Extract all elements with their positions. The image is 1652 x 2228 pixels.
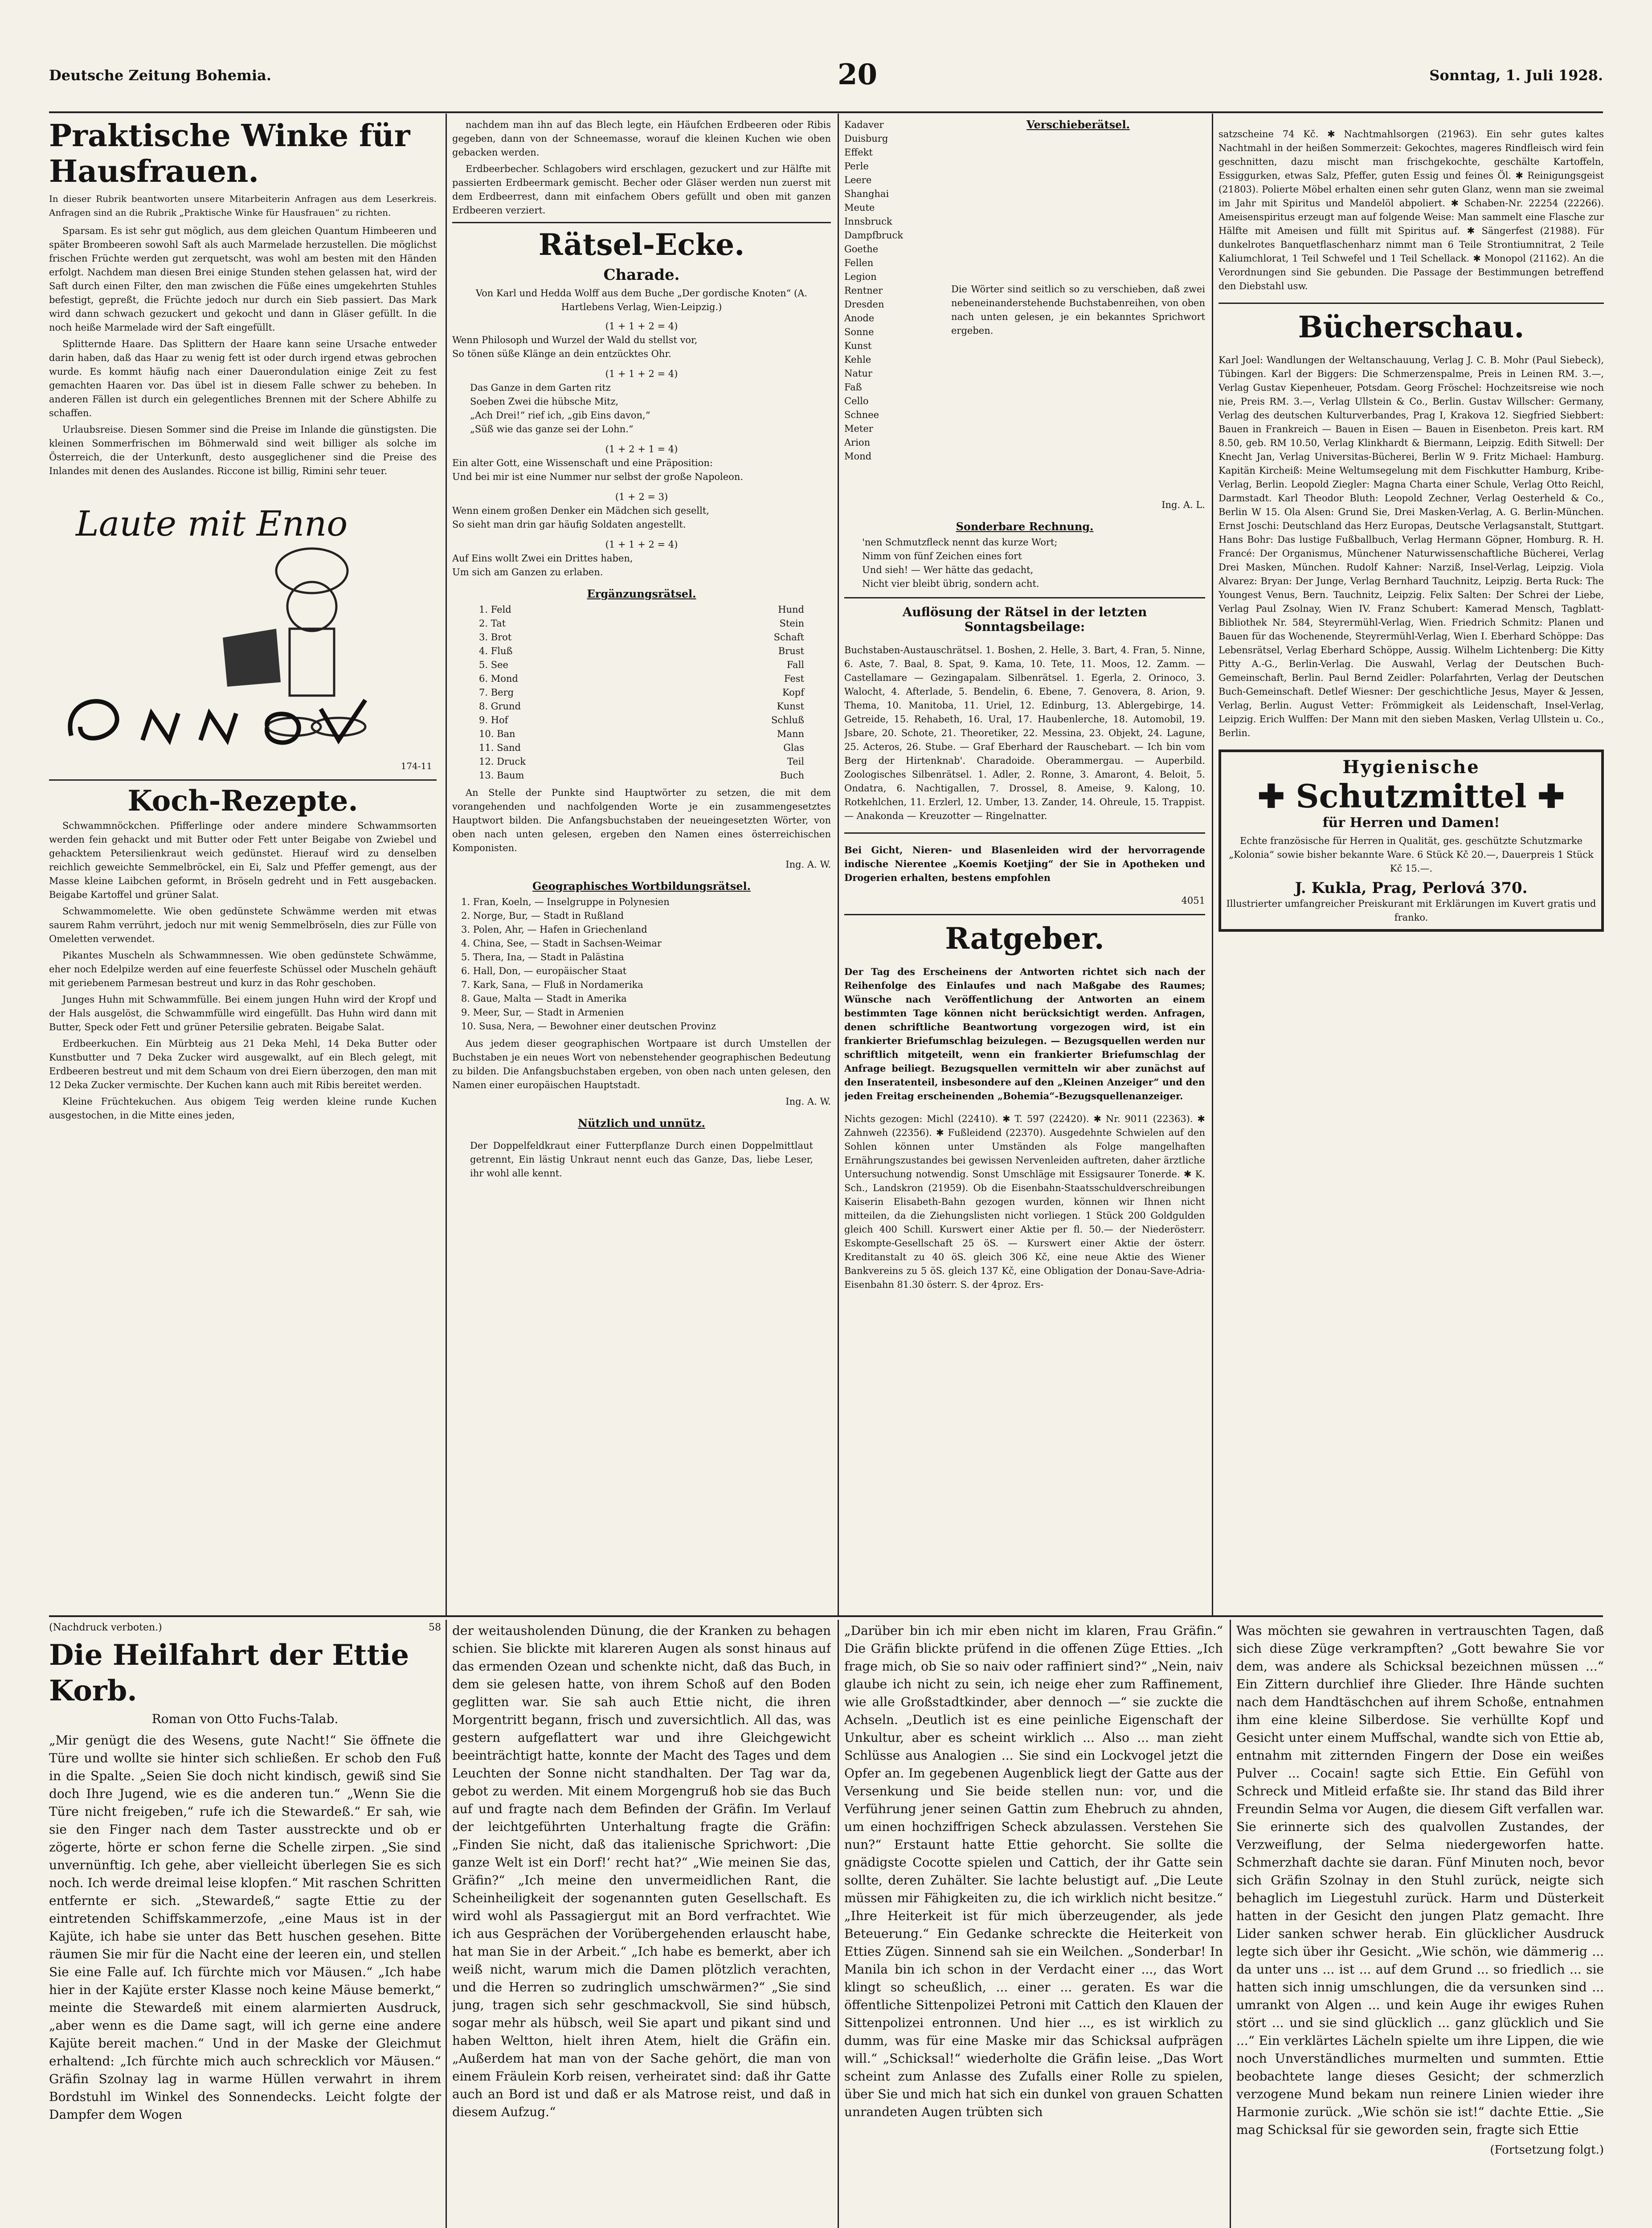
section-title: Ratgeber. [945, 921, 1104, 956]
puzzle-word-right: Buch [780, 770, 804, 781]
puzzle-word: Cello [844, 396, 869, 406]
puzzle-word: Meute [844, 202, 875, 213]
puzzle-word-left: 6. Mond [479, 673, 518, 684]
puzzle-title: Geographisches Wortbildungsrätsel. [532, 880, 751, 893]
section-rule [844, 914, 1205, 915]
puzzle-word-left: 3. Brot [479, 632, 512, 643]
novel-text: der weitausholenden Dünung, die der Kranken zu behagen schien. Sie blickte mit klareren Augen als sonst hinaus auf das ermenden Ozean und schenkte nicht, daß das Buch, in dem sie gelesen hatte, von ihrem Schoß auf den Boden geglitten war. Sie sah auch Ettie nicht, die ihren Morgentritt begann, frisch und zuversichtlich. All das, was gestern aufgeflattert war und ihre Gleichgewicht beeinträchtigt hatte, konnte der Macht des Tages und dem Leuchten der Sonne nicht standhalten. Der Tag war da, gebot zu werden. Mit einem Morgengruß hob sie das Buch auf und fragte nach dem Befinden der Gräfin. Im Verlauf der leichtgeführten Unterhaltung fragte die Gräfin: „Finden Sie nicht, daß das italienische Sprichwort: ‚Die ganze Welt ist ein Dorf!‘ recht hat?“ „Wie meinen Sie das, Gräfin?“ „Ich meine den unvermeidlichen Rant, die Scheinheiligkeit der sogenannten guten Gesellschaft. Es wird wohl als Passagiergut mit an Bord verfrachtet. Wie ich aus Gesprächen der Vorübergehenden erlauscht habe, hat man Sie in der Arbeit.“ „Ich habe es bemerkt, aber ich weiß nicht, warum mich die Damen plötzlich verachten, und die Herren so zudringlich umschwärmen?“ „Sie sind jung, tragen sich sehr geschmackvoll, Sie sind hübsch, sogar mehr als hübsch, weil Sie apart und pikant sind und haben Weltton, hielt ihren Atem, hielt die Gräfin ein. „Außerdem hat man von der Sache gehört, die man von einem Fräulein Korb reisen, verheiratet sind: daß ihr Gatte auch an Bord ist und daß er als Matrose reist, und daß in diesem Aufzug.“ [452, 1623, 831, 2119]
word-list [844, 118, 942, 512]
paragraph: Splitternde Haare. Das Splittern der Haare kann seine Ursache entweder darin haben, daß das Haar zu wenig fett ist oder durch irgend etwas gebrochen wurde. Es kommt häufig nach einer Dauerondulation einige Zeit zu fest gemachten Haaren vor. Das übel ist in diesem Falle schwer zu beheben. In anderen Fällen ist durch ein gelegentliches Brennen mit der Schere Abhilfe zu schaffen. [49, 339, 437, 418]
advertisement-schutzmittel [1219, 749, 1604, 932]
geo-puzzle-item: 9. Meer, Sur, — Stadt in Armenien [461, 1007, 624, 1018]
riddle-line: Und sieh! — Wer hätte das gedacht, [862, 565, 1034, 575]
puzzle-word-left: 2. Tat [479, 618, 506, 629]
column-divider [1230, 1620, 1231, 2228]
puzzle-word-right: Schaft [773, 632, 804, 643]
novel-text: „Mir genügt die des Wesens, gute Nacht!“ Sie öffnete die Türe und wollte sie hinter sich schließen. Er schob den Fuß in die Spalte. „Seien Sie doch nicht kindisch, gewiß sind Sie doch Ihre Jugend, wie es die anderen tun.“ „Wenn Sie die Türe nicht freigeben,“ rufe ich die Stewardeß.“ Er sah, wie sie den Finger nach dem Taster ausstreckte und ob er zögerte, hörte er schon ferne die Schelle zirpen. „Sie sind unvernünftig. Ich gehe, aber vielleicht überlegen Sie es sich noch. Ich werde dreimal leise klopfen.“ Mit raschen Schritten entfernte er sich. „Stewardeß,“ sagte Ettie zu der eintretenden Schiffskammerzofe, „eine Maus ist in der Kajüte, ich habe sie unter das Bett huschen gesehen. Bitte räumen Sie mir für die Nacht eine der leeren ein, und stellen Sie eine Falle auf. Ich fürchte mich vor Mäusen.“ „Ich habe hier in der Kajüte erster Klasse noch keine Mäuse bemerkt,“ meinte die Stewardeß mit einem alarmierten Ausdruck, „aber wenn es die Dame sagt, will ich gerne eine andere Kajüte bereit machen.“ Und in der Maske der Gleichmut erhaltend: „Ich fürchte mich auch schrecklich vor Mäusen.“ Gräfin Szolnay lag in warme Hüllen verwahrt in ihrem Bordstuhl im Winkel des Sonnendecks. Leicht folgte der Dampfer dem Wogen [49, 1733, 441, 2122]
puzzle-word-right: Kopf [782, 687, 804, 698]
puzzle-word-left: 12. Druck [479, 756, 526, 767]
puzzle-word: Mond [844, 451, 872, 462]
puzzle-source: Von Karl und Hedda Wolff aus dem Buche „Der gordische Knoten“ (A. Hartlebens Verlag, Wien-Leipzig.) [475, 288, 808, 312]
solutions-title: Auflösung der Rätsel in der letzten Sonntagsbeilage: [902, 605, 1147, 634]
column-books [1219, 118, 1604, 1611]
puzzle-title: Ergänzungsrätsel. [587, 587, 696, 600]
verse-line: Soeben Zwei die hübsche Mitz, [470, 396, 619, 407]
advisor-answers: Nichts gezogen: Michl (22410). ✱ T. 597 (22420). ✱ Nr. 9011 (22363). ✱ Zahnweh (22356). ✱ Fußleidend (22370). Ausgedehnte Schwielen auf den Sohlen können unter Umständen als Folge mangelhaften Ernährungszustandes bei gewissen Nervenleiden auftreten, daher ärztliche Untersuchung notwendig. Sonst Umschläge mit Essigsaurer Tonerde. ✱ K. Sch., Landskron (21959). Ob die Eisenbahn-Staatsschuldverschreibungen Kaiserin Elisabeth-Bahn gezogen wurden, können wir Ihnen nicht mitteilen, da die Ziehungslisten nicht vorliegen. 1 Stück 200 Goldgulden gleich 400 Schill. Kurswert einer Aktie per fl. 50.— der Niederösterr. Eskompte-Gesellschaft 25 öS. — Kurswert einer Aktie der österr. Kreditanstalt zu 40 öS. gleich 306 Kč, eine neue Aktie des Wiener Bankvereins zu 5 öS. gleich 137 Kč, eine Obligation der Donau-Save-Adria-Eisenbahn 81.30 österr. S. der 4proz. Ers- [844, 1114, 1205, 1290]
puzzle-word-left: 5. See [479, 659, 508, 670]
section-rule [1219, 303, 1604, 304]
puzzle-word: Legion [844, 271, 877, 282]
puzzle-word: Effekt [844, 147, 873, 158]
recipe: Schwammomelette. Wie oben gedünstete Schwämme werden mit etwas saurem Rahm verrührt, jedoch nur mit wenig Semmelbröseln, dies zur Fülle von Omeletten verwendet. [49, 906, 437, 944]
puzzle-word-right: Stein [779, 618, 804, 629]
puzzle-word-left: 10. Ban [479, 729, 515, 739]
column-divider [838, 1620, 839, 2228]
puzzle-title: Sonderbare Rechnung. [956, 520, 1094, 533]
installment-number: 58 [429, 1622, 441, 1633]
puzzle-word: Rentner [844, 285, 883, 296]
verschiebe-puzzle [844, 118, 1205, 512]
riddle-line: Nimm von fünf Zeichen eines fort [862, 551, 1022, 561]
puzzle-title: Charade. [603, 266, 680, 284]
novel-col-1 [49, 1622, 441, 2228]
section-rule [844, 597, 1205, 598]
verse-line: Ein alter Gott, eine Wissenschaft und eine Präposition: [452, 458, 713, 468]
puzzle-title: Verschieberätsel. [1026, 118, 1130, 131]
recipe: Schwammnöckchen. Pfifferlinge oder andere mindere Schwammsorten werden fein gehackt und mit Butter oder Fett unter Beigabe von Zwiebel und gehacktem Petersilienkraut weich gedünstet. Hierauf wird zu denselben reichlich geweichte Semmelbröckel, ein Ei, Salz und Pfeffer gemengt, aus der Masse kleine Laibchen geformt, in Bröseln gedreht und in Fett ausgebacken. Beigabe Kartoffel und grüner Salat. [49, 820, 437, 900]
puzzle-word-right: Teil [787, 756, 804, 767]
verse-line: Um sich am Ganzen zu erlaben. [452, 567, 603, 577]
puzzle-left-words [479, 603, 526, 782]
puzzle-signature: Ing. A. W. [785, 859, 831, 870]
puzzle-instructions: Aus jedem dieser geographischen Wortpaare ist durch Umstellen der Buchstaben je ein neues Wort von nebenstehender geographischen Bedeutung zu bilden. Die Anfangsbuchstaben ergeben, von oben nach unten gelesen, den Namen einer europäischen Hauptstadt. [452, 1038, 831, 1090]
puzzle-word: Sonne [844, 327, 874, 337]
ad-subtitle: für Herren und Damen! [1322, 815, 1500, 831]
geo-puzzle-item: 6. Hall, Don, — europäischer Staat [461, 966, 627, 976]
section-title: Koch-Rezepte. [127, 784, 358, 818]
formula: (1 + 2 = 3) [615, 491, 668, 502]
ad-code: 4051 [1181, 895, 1205, 906]
novel-author: Roman von Otto Fuchs-Talab. [151, 1712, 339, 1726]
puzzle-word: Faß [844, 382, 862, 393]
column-housewife [49, 118, 437, 1611]
formula: (1 + 1 + 2 = 4) [605, 369, 678, 379]
column-divider [446, 114, 447, 1615]
puzzle-word: Duisburg [844, 133, 888, 144]
puzzle-word: Innsbruck [844, 216, 892, 227]
geo-puzzle-item: 7. Kark, Sana, — Fluß in Nordamerika [461, 979, 643, 990]
puzzle-word-left: 13. Baum [479, 770, 524, 781]
section-title: Rätsel-Ecke. [538, 227, 745, 262]
reprint-note: (Nachdruck verboten.) [49, 1622, 162, 1633]
puzzle-word-right: Mann [777, 729, 804, 739]
recipe: Pikantes Muscheln als Schwammnessen. Wie oben gedünstete Schwämme, eher noch Edelpilze werden auf eine feuerfeste Schüssel oder Muscheln gehäuft mit geriebenem Parmesan bestreut und kurz in das Rohr geschoben. [49, 950, 437, 988]
novel-col-2 [452, 1622, 831, 2228]
puzzle-signature: Ing. A. L. [1161, 500, 1205, 510]
book-list: Karl Joel: Wandlungen der Weltanschauung, Verlag J. C. B. Mohr (Paul Siebeck), Tübingen. Karl der Biggers: Die Schmerzenspalme, Preis in Leinen RM. 3.—, Verlag Gustav Kiepenheuer, Potsdam. Georg Fröschel: Hochzeitsreise wie noch nie, Preis RM. 3.—, Verlag Ullstein & Co., Berlin. Gustav Willscher: Germany, Verlag des deutschen Kulturverbandes, Prag I, Krakova 12. Siegfried Siebbert: Bauen in Frankreich — Bauen in Eisen — Bauen in Eisenbeton. Preis kart. RM 8.50, geb. RM 10.50, Verlag Klinkhardt & Biermann, Leipzig. Edith Sitwell: Der Knecht Jan, Verlag Universitas-Bücherei, Berlin W 9. Fritz Michael: Hamburg. Kapitän Kircheiß: Meine Weltumsegelung mit dem Fischkutter Hamburg, Kribe-Verlag, Berlin. Leopold Ziegler: Magna Charta einer Schule, Verlag Otto Reichl, Darmstadt. Karl Theodor Bluth: Leopold Zechner, Verlag Oesterheld & Co., Berlin W 15. Ola Alsen: Grund Sie, Drei Masken-Verlag, A. G. Berlin-München. Ernst Joschi: Deutschland das Herz Europas, Deutsche Verlagsanstalt, Stuttgart. Hans Bohr: Das lustige Fußballbuch, Verlag Hermann Göpner, Homburg. R. H. Francé: Der Organismus, Münchener Naturwissenschaftliche Bücherei, Verlag Drei Masken, München. Rudolf Kahner: Narziß, Insel-Verlag, Leipzig. Viola Alvarez: Bryan: Der Junge, Verlag Bernhard Tauchnitz, Leipzig. Berta Ruck: The Youngest Venus, Bern. Tauchnitz, Leipzig. Felix Salten: Der Schrei der Liebe, Verlag Paul Zsolnay, Wien IV. Franz Schubert: Kamerad Mensch, Tagblatt-Bibliothek Nr. 584, Steyrermühl-Verlag, Wien. Friedrich Schmitz: Planen und Bauen für das Wochenende, Steyrermühl-Verlag, Wien I. Eberhard Schöppe: Das Lebensrätsel, Verlag Eberhard Schöppe, Aussig. Wilhelm Lichtenberg: Die Kitty Pitty A.-G., Berlin-Verlag. Die Auswahl, Verlag der Deutschen Buch-Gemeinschaft, Berlin. Paul Bernd Zeidler: Polarfahrten, Verlag der Deutschen Buch-Gemeinschaft. Detlef Wiesner: Der geschichtliche Jesus, Mayer & Jessen, Verlag, Berlin. August Vetter: Frömmigkeit als Leidenschaft, Insel-Verlag, Leipzig. Erich Wulffen: Der Mann mit den sieben Masken, Verlag Ullstein u. Co., Berlin. [1219, 355, 1604, 738]
formula: (1 + 1 + 2 = 4) [605, 321, 678, 332]
verse-line: Wenn einem großen Denker ein Mädchen sich gesellt, [452, 505, 709, 516]
puzzle-word-left: 1. Feld [479, 604, 511, 615]
puzzle-word: Goethe [844, 244, 879, 254]
column-divider [1212, 114, 1213, 1615]
recipe: Erdbeerkuchen. Ein Mürbteig aus 21 Deka Mehl, 14 Deka Butter oder Kunstbutter und 7 Deka Zucker wird ausgewalkt, auf ein Blech gelegt, mit Erdbeeren bestreut und mit dem Schaum von drei Eiern überzogen, den man mit 12 Deka Zucker vermischte. Der Kuchen kann auch mit Ribis bereitet werden. [49, 1038, 437, 1090]
header-rule [49, 111, 1603, 113]
column-puzzles [452, 118, 831, 1611]
puzzle-word-right: Kunst [777, 701, 804, 712]
puzzle-word: Arion [844, 437, 871, 448]
riddle-line: 'nen Schmutzfleck nennt das kurze Wort; [862, 537, 1058, 548]
section-rule [49, 1615, 1603, 1617]
recipe: Junges Huhn mit Schwammfülle. Bei einem jungen Huhn wird der Kropf und der Hals ausgelöst, die Schwammfülle wird eingefüllt. Das Huhn wird dann mit Butter, Speck oder Fett und grüner Petersilie gebraten. Beigabe Salat. [49, 994, 437, 1032]
solutions-text: Buchstaben-Austauschrätsel. 1. Boshen, 2. Helle, 3. Bart, 4. Fran, 5. Ninne, 6. Aste, 7. Baal, 8. Spat, 9. Kama, 10. Tete, 11. Moos, 12. Zamm. — Castellamare — Gezingapalam. Silbenrätsel. 1. Egerla, 2. Orinoco, 3. Walocht, 4. Afterlade, 5. Bendelin, 6. Ebene, 7. Genovera, 8. Arion, 9. Thema, 10. Manitoba, 11. Uriel, 12. Edinburg, 13. Ablergebirge, 14. Getreide, 15. Rehabeth, 16. Ural, 17. Haubenlerche, 18. Automobil, 19. Jsbare, 20. Schote, 21. Theoretiker, 22. Messina, 23. Objekt, 24. Lagune, 25. Acteros, 26. Stube. — Graf Eberhard der Rauschebart. — Ich bin vom Berg der Hirtenknab'. Charadoide. Oberammergau. — Auperbild. Zoologisches Silbenrätsel. 1. Adler, 2. Ronne, 3. Amaront, 4. Beloit, 5. Ondatra, 6. Nachtigallen, 7. Drossel, 8. Ameise, 9. Kalong, 10. Rotkehlchen, 11. Erzlerl, 12. Umber, 13. Zander, 14. Ohreule, 15. Trappist. — Anakonda — Kreuzotter — Ringelnatter. [844, 645, 1205, 821]
paragraph: Erdbeerbecher. Schlagobers wird erschlagen, gezuckert und zur Hälfte mit passierten Erdbeermark gemischt. Becher oder Gläser werden nun zuerst mit dem Erdbeerrest, dann mit einfachem Obers gefüllt und oben mit ganzen Erdbeeren verziert. [452, 164, 831, 216]
paragraph: Urlaubsreise. Diesen Sommer sind die Preise im Inlande die günstigsten. Die kleinen Sommerfrischen im Böhmerwald sind weit billiger als solche im Österreich, die der Unterkunft, desto ausgeglichener sind die Preise des Inlandes mit denen des Auslandes. Riccone ist billig, Rimini sehr teuer. [49, 424, 437, 476]
puzzle-word: Kadaver [844, 119, 884, 130]
puzzle-instructions: Die Wörter sind seitlich so zu verschieben, daß zwei nebeneinanderstehende Buchstabenreihen, von oben nach unten gelesen, je ein bekanntes Sprichwort ergeben. [951, 284, 1205, 336]
verse-line: So tönen süße Klänge an dein entzücktes Ohr. [452, 348, 671, 359]
puzzle-word: Schnee [844, 410, 879, 420]
novel-col-3 [844, 1622, 1223, 2228]
puzzle-word: Perle [844, 161, 869, 172]
puzzle-word: Meter [844, 423, 873, 434]
puzzle-word-left: 4. Fluß [479, 646, 513, 656]
geo-puzzle-list [452, 895, 831, 1033]
verse-line: Auf Eins wollt Zwei ein Drittes haben, [452, 553, 633, 564]
completion-puzzle [452, 603, 831, 782]
ad-tea: Bei Gicht, Nieren- und Blasenleiden wird der hervorragende indische Nierentee „Koemis Koetjing“ der Sie in Apotheken und Drogerien erhalten, bestens empfohlen [844, 844, 1205, 883]
puzzle-signature: Ing. A. W. [785, 1096, 831, 1107]
puzzle-word-left: 8. Grund [479, 701, 521, 712]
verse-line: Das Ganze in dem Garten ritz [470, 382, 611, 393]
riddle-line: Nicht vier bleibt übrig, sondern acht. [862, 578, 1039, 589]
novel-text: „Darüber bin ich mir eben nicht im klaren, Frau Gräfin.“ Die Gräfin blickte prüfend in die offenen Züge Etties. „Ich frage mich, ob Sie so naiv oder raffiniert sind?“ „Nein, naiv glaube ich nicht zu sein, ich neige eher zum Raffinement, wie alle Großstadtkinder, aber dennoch —“ sie zuckte die Achseln. „Deutlich ist es eine peinliche Eigenschaft der Unkultur, aber es scheint wirklich ... Also ... man zieht Schlüsse aus Analogien ... Sie sind ein Lockvogel jetzt die Opfer an. Im gegebenen Augenblick liegt der Gatte aus der Versenkung und Sie beide stellen nun: vor, und die Verführung jener seinen Gattin zum Ehebruch zu ahnden, um einen hochziffrigen Scheck abzulassen. Verstehen Sie nun?“ Erstaunt hatte Ettie gehorcht. Sie sollte die gnädigste Cocotte spielen und Cattich, der ihr Gatte sein sollte, deren Zuhälter. Sie lachte belustigt auf. „Die Leute müssen mir Fähigkeiten zu, die ich wirklich nicht besitze.“ „Ihre Heiterkeit ist für mich überzeugender, als jede Beteuerung.“ Ein Gedanke schreckte die Heiterkeit von Etties Zügen. Sinnend sah sie ein Weilchen. „Sonderbar! In Manila bin ich schon in der Verdacht einer ..., das Wort klingt so scheußlich, ... einer ... geraten. Es war die öffentliche Sittenpolizei Petroni mit Cattich den Klauen der Sittenpolizei entronnen. Und hier ..., es ist wirklich zu dumm, was für eine Maske mir das Schicksal aufprägen will.“ „Schicksal!“ wiederholte die Gräfin leise. „Das Wort scheint zum Anlasse des Zufalls einer Rolle zu spielen, über Sie und mich hat sich ein dunkel von grauen Schatten unrandeten Augen trübten sich [844, 1623, 1223, 2119]
puzzle-title: Nützlich und unnütz. [578, 1117, 705, 1130]
section-rule [452, 222, 831, 223]
formula: (1 + 2 + 1 = 4) [605, 444, 678, 455]
puzzle-word-right: Schluß [771, 715, 804, 725]
intro-text: In dieser Rubrik beantworten unsere Mitarbeiterin Anfragen aus dem Leserkreis. Anfragen sind an die Rubrik „Praktische Winke für Hausfrauen“ zu richten. [49, 193, 437, 218]
ad-address: J. Kukla, Prag, Perlová 370. [1295, 879, 1528, 897]
column-verschiebe [844, 118, 1205, 1611]
geo-puzzle-item: 5. Thera, Ina, — Stadt in Palästina [461, 952, 624, 962]
geo-puzzle-item: 10. Susa, Nera, — Bewohner einer deutschen Provinz [461, 1021, 716, 1032]
advisor-answers-cont: satzscheine 74 Kč. ✱ Nachtmahlsorgen (21963). Ein sehr gutes kaltes Nachtmahl in der heißen Sommerzeit: Gekochtes, mageres Rindfleisch wird fein geschnitten, dazu mischt man frischgekochte, geschälte Kartoffeln, Essiggurken, etwas Salz, Pfeffer, guten Essig und feines Öl. ✱ Reinigungsgeist (21803). Polierte Möbel erhalten einen sehr guten Glanz, wenn man sie zweimal im Jahr mit Spiritus und Mandelöl abpoliert. ✱ Schaben-Nr. 22254 (22266). Ameisenspiritus erzeugt man auf folgende Weise: Man sammelt eine Flasche zur Hälfte mit Ameisen und füllt mit Spiritus auf. ✱ Sängerfest (21988). Für dunkelrotes Banquetflaschenharz nimmt man 6 Teile Strontiumnitrat, 2 Teile Kaliumchlorat, 1 Teil Schwefel und 1 Teil Schellack. ✱ Monopol (21162). An die Verordnungen sind Sie gebunden. Die Passage der Bestimmungen betreffend den Diebstahl usw. [1219, 129, 1604, 291]
page-header [49, 49, 1603, 98]
section-title: Praktische Winke für Hausfrauen. [49, 118, 410, 189]
geo-puzzle-item: 3. Polen, Ahr, — Hafen in Griechenland [461, 924, 647, 935]
recipe: Kleine Früchtekuchen. Aus obigem Teig werden kleine runde Kuchen ausgestochen, in die Mitte eines jeden, [49, 1096, 437, 1121]
ad-body: Echte französische für Herren in Qualität, ges. geschützte Schutzmarke „Kolonia“ sowie bisher bekannte Ware. 6 Stück Kč 20.—, Dauerpreis 1 Stück Kč 15.—. [1229, 836, 1594, 874]
puzzle-instructions: An Stelle der Punkte sind Hauptwörter zu setzen, die mit dem vorangehenden und nachfolgenden Worte je ein zusammengesetztes Hauptwort bilden. Die Anfangsbuchstaben der neueingesetzten Wörter, von oben nach unten gelesen, ergeben den Namen eines österreichischen Komponisten. [452, 787, 831, 853]
ad-headline: Hygienische [1342, 757, 1480, 778]
enno-logo [53, 673, 419, 762]
puzzle-word: Natur [844, 368, 872, 379]
puzzle-word-right: Fall [786, 659, 804, 670]
section-title: Bücherschau. [1298, 310, 1525, 344]
puzzle-word: Kunst [844, 340, 872, 351]
puzzle-word-left: 11. Sand [479, 742, 521, 753]
riddle-lines [844, 536, 1205, 591]
verse-line: Und bei mir ist eine Nummer nur selbst der große Napoleon. [452, 471, 744, 482]
advertisement-laute [49, 486, 437, 771]
paragraph: nachdem man ihn auf das Blech legte, ein Häufchen Erdbeeren oder Ribis gegeben, dann von der Schneemasse, worauf die kleinen Kuchen wie oben gebacken werden. [452, 119, 831, 158]
puzzle-word: Leere [844, 175, 872, 185]
puzzle-word-right: Brust [778, 646, 804, 656]
column-divider [446, 1620, 447, 2228]
puzzle-word: Shanghai [844, 188, 889, 199]
verse-line: „Süß wie das ganze sei der Lohn.“ [470, 424, 634, 434]
puzzle-word: Anode [844, 313, 875, 324]
novel-col-4 [1236, 1622, 1604, 2228]
novel-header [49, 1622, 441, 1633]
puzzle-word-right: Hund [778, 604, 804, 615]
puzzle-word: Fellen [844, 258, 874, 268]
paragraph: Sparsam. Es ist sehr gut möglich, aus dem gleichen Quantum Himbeeren und später Brombeeren sowohl Saft als auch Marmelade herzustellen. Die möglichst frischen Früchte werden gut zerquetscht, was wohl am besten mit den Händen erfolgt. Nachdem man diesen Brei einige Stunden stehen gelassen hat, wird der Saft durch einen Filter, den man zwischen die Füße eines umgekehrten Stuhles befestigt, gepreßt, die Früchte jedoch nur durch ein Sieb passiert. Das Mark wird dann schwach gezuckert und gekocht und dann in Gläser gefüllt. In die noch heiße Marmelade wird der Saft eingefüllt. [49, 225, 437, 333]
formula: (1 + 1 + 2 = 4) [605, 539, 678, 550]
puzzle-word-left: 7. Berg [479, 687, 514, 698]
puzzle-word-right: Fest [784, 673, 804, 684]
ad-code: 174-11 [401, 761, 432, 771]
column-divider [838, 114, 839, 1615]
issue-date: Sonntag, 1. Juli 1928. [1429, 67, 1603, 84]
verse-line: „Ach Drei!“ rief ich, „gib Eins davon,“ [470, 410, 650, 421]
continuation-note: (Fortsetzung folgt.) [1490, 2143, 1604, 2157]
section-rule [844, 832, 1205, 834]
verschiebe-text-area [942, 118, 1205, 512]
puzzle-word: Kehle [844, 354, 871, 365]
section-rule [49, 779, 437, 781]
ad-brand: ✚ Schutzmittel ✚ [1258, 777, 1565, 815]
puzzle-verse: Der Doppelfeldkraut einer Futterpflanze Durch einen Doppelmittlaut getrennt, Ein lästig Unkraut nennt euch das Ganze, Das, liebe Leser, ihr wohl alle kennt. [470, 1140, 813, 1179]
puzzle-right-words [771, 603, 804, 782]
geo-puzzle-item: 1. Fran, Koeln, — Inselgruppe in Polynesien [461, 897, 670, 907]
novel-text: Was möchten sie gewahren in vertrauschten Tagen, daß sich diese Züge verkrampften? „Gott bewahre Sie vor dem, was andere als Schicksal bezeichnen müssen ...“ Ein Zittern durchlief ihre Glieder. Ihre Hände suchten nach dem Handtäschchen auf ihrem Schoße, entnahmen ihm eine kleine Silberdose. Sie verhüllte Kopf und Gesicht unter einem Muffschal, wandte sich von Ettie ab, entnahm mit zitternden Fingern der Dose ein weißes Pulver ... Cocain! sagte sich Ettie. Ein Gefühl von Schreck und Mitleid erfaßte sie. Ihr stand das Bild ihrer Freundin Selma vor Augen, die diesem Gift verfallen war. Sie erinnerte sich des qualvollen Zustandes, der Verzweiflung, der Selma niedergeworfen hatte. Schmerzhaft dachte sie daran. Fünf Minuten noch, bevor sich Gräfin Szolnay in den Stuhl zurück, neigte sich behaglich im Liegestuhl zurück. Harm und Düsterkeit hatten in der Gesicht den jungen Platz gemacht. Ihre Lider sanken schwer herab. Ein glücklicher Ausdruck legte sich über ihr Gesicht. „Wie schön, wie dämmerig ... da unter uns ... ist ... auf dem Grund ... so friedlich ... sie hatten sich innig umschlungen, die da versunken sind ... umrankt von Algen ... und kein Auge ihr ewiges Ruhen stört ... und sie sind glücklich ... ganz glücklich und Sie ...“ Ein verklärtes Lächeln spielte um ihre Lippen, die wie noch Unverständliches murmelten und summten. Ettie beobachtete lange dieses Gesicht; der schmerzlich verzogene Mund bekam nun reinere Linien wieder ihre Harmonie zurück. „Wie schön sie ist!“ dachte Ettie. „Sie mag Schicksal für sie geworden sein, fragte sich Ettie [1236, 1623, 1604, 2137]
geo-puzzle-item: 2. Norge, Bur, — Stadt in Rußland [461, 910, 624, 921]
ad-footer: Illustrierter umfangreicher Preiskurant mit Erklärungen im Kuvert gratis und franko. [1226, 898, 1596, 923]
geo-puzzle-item: 4. China, See, — Stadt in Sachsen-Weimar [461, 938, 662, 949]
geo-puzzle-item: 8. Gaue, Malta — Stadt in Amerika [461, 993, 627, 1004]
page-number: 20 [838, 58, 878, 91]
verse-line: Wenn Philosoph und Wurzel der Wald du stellst vor, [452, 335, 698, 345]
newspaper-name: Deutsche Zeitung Bohemia. [49, 67, 272, 84]
puzzle-word-left: 9. Hof [479, 715, 508, 725]
verse-line: So sieht man drin gar häufig Soldaten angestellt. [452, 519, 686, 530]
ad-script-text: Laute mit Enno [76, 504, 348, 544]
puzzle-word-right: Glas [783, 742, 804, 753]
puzzle-word: Dampfbruck [844, 230, 903, 241]
novel-title: Die Heilfahrt der Ettie Korb. [49, 1638, 409, 1708]
puzzle-word: Dresden [844, 299, 884, 310]
advisor-intro: Der Tag des Erscheinens der Antworten richtet sich nach der Reihenfolge des Einlaufes und nach Maßgabe des Raumes; Wünsche nach Veröffentlichung der Antworten an einem bestimmten Tage können nicht berücksichtigt werden. Anfragen, denen schriftliche Beantwortung vorgezogen wird, ist ein frankierter Briefumschlag beizulegen. — Bezugsquellen werden nur schriftlich mitgeteilt, wenn ein frankierter Briefumschlag der Anfrage beiliegt. Bezugsquellen vermitteln wir aber zunächst auf den Inseratenteil, insbesondere auf den „Kleinen Anzeiger“ und den jeden Freitag erscheinenden „Bohemia“-Bezugsquellenanzeiger. [844, 966, 1205, 1102]
